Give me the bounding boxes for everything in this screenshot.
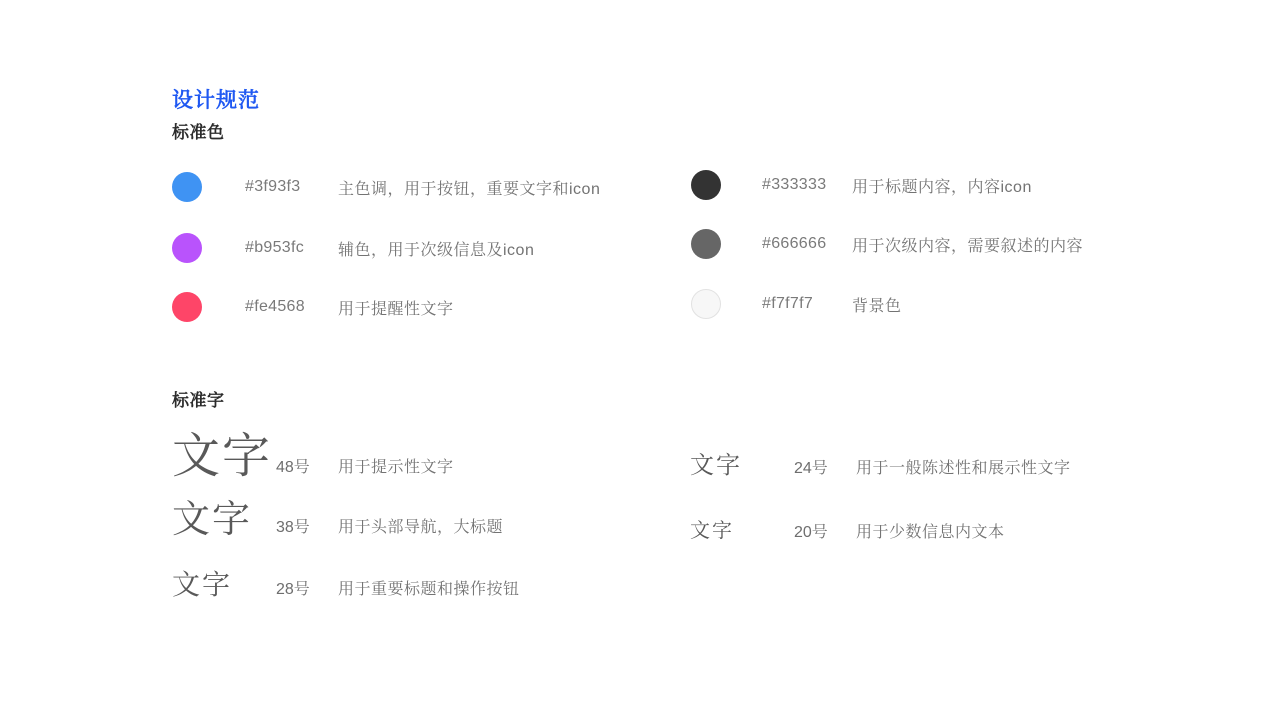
font-sample-38: 文字 <box>172 499 253 541</box>
color-hex-label: #666666 <box>762 235 827 252</box>
color-description: 背景色 <box>852 297 902 315</box>
color-row-title-text <box>691 170 1032 200</box>
color-row-primary <box>172 172 600 202</box>
font-sample-20: 文字 <box>690 520 734 542</box>
font-usage-description: 用于少数信息内文本 <box>856 524 1005 541</box>
color-hex-label: #333333 <box>762 176 827 193</box>
font-sample-28: 文字 <box>172 569 233 600</box>
font-size-label: 24号 <box>794 460 828 477</box>
color-description: 用于提醒性文字 <box>338 300 454 318</box>
color-description: 主色调，用于按钮，重要文字和icon <box>338 180 601 198</box>
font-size-label: 28号 <box>276 581 310 598</box>
font-row-24 <box>690 454 1071 478</box>
font-size-label: 48号 <box>276 459 310 476</box>
color-description: 辅色，用于次级信息及icon <box>338 241 535 259</box>
color-swatch-dark <box>691 170 721 200</box>
color-description: 用于次级内容，需要叙述的内容 <box>852 237 1084 255</box>
color-hex-label: #b953fc <box>245 239 305 256</box>
color-description: 用于标题内容，内容icon <box>852 178 1032 196</box>
page-title: 设计规范 <box>172 89 260 112</box>
font-usage-description: 用于提示性文字 <box>338 459 454 476</box>
font-row-48 <box>172 430 454 483</box>
font-size-label: 20号 <box>794 524 828 541</box>
color-swatch-secondary <box>172 233 202 263</box>
color-swatch-gray <box>691 229 721 259</box>
font-row-38 <box>172 501 503 539</box>
font-usage-description: 用于头部导航，大标题 <box>338 519 504 536</box>
color-swatch-light <box>691 289 721 319</box>
color-swatch-primary <box>172 172 202 202</box>
fonts-section-heading: 标准字 <box>172 391 225 410</box>
color-swatch-alert <box>172 292 202 322</box>
color-hex-label: #f7f7f7 <box>762 295 814 312</box>
color-row-alert <box>172 292 454 322</box>
color-hex-label: #3f93f3 <box>245 178 301 195</box>
font-row-28 <box>172 571 520 599</box>
color-row-secondary <box>172 233 534 263</box>
font-sample-24: 文字 <box>690 452 742 479</box>
font-usage-description: 用于一般陈述性和展示性文字 <box>856 460 1071 477</box>
color-hex-label: #fe4568 <box>245 298 305 315</box>
font-row-20 <box>690 519 1005 542</box>
colors-section-heading: 标准色 <box>172 123 225 142</box>
font-size-label: 38号 <box>276 519 310 536</box>
color-row-secondary-text <box>691 229 1083 259</box>
font-sample-48: 文字 <box>172 430 273 483</box>
font-usage-description: 用于重要标题和操作按钮 <box>338 581 520 598</box>
color-row-background <box>691 289 902 319</box>
